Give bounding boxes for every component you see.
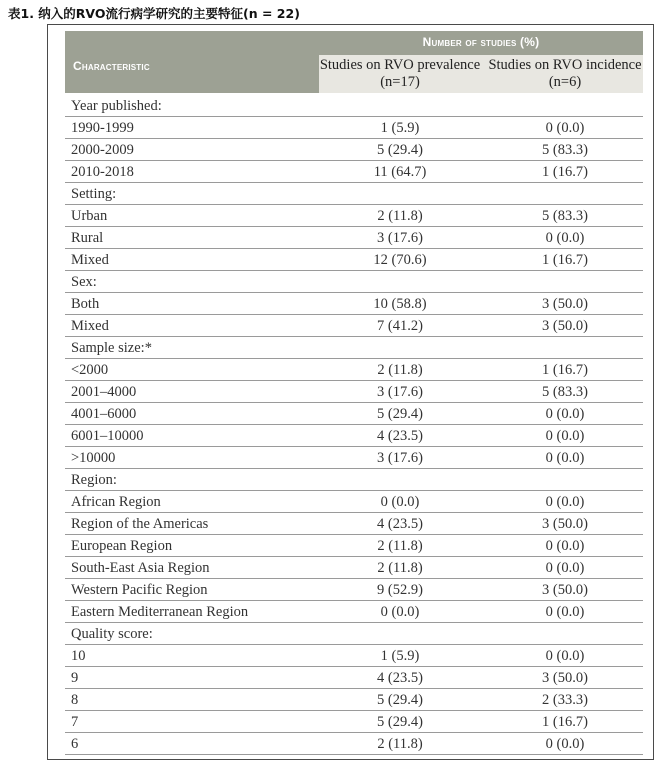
- prevalence-value: 3 (17.6): [377, 230, 423, 246]
- table-row: [65, 623, 643, 645]
- prevalence-value: 10 (58.8): [373, 296, 427, 312]
- row-label: Sex:: [71, 274, 97, 290]
- prevalence-value: 2 (11.8): [377, 362, 423, 378]
- table-body: [65, 95, 643, 755]
- row-label: 9: [71, 670, 79, 686]
- prevalence-value: 2 (11.8): [377, 208, 423, 224]
- table-row: [65, 117, 643, 139]
- row-label: European Region: [71, 538, 173, 554]
- table-row: [65, 447, 643, 469]
- incidence-value: 3 (50.0): [542, 296, 588, 312]
- prevalence-value: 3 (17.6): [377, 384, 423, 400]
- incidence-value: 3 (50.0): [542, 516, 588, 532]
- row-label: Sample size:*: [71, 340, 152, 356]
- row-label: Year published:: [71, 98, 162, 114]
- incidence-value: 1 (16.7): [542, 252, 588, 268]
- table-row: [65, 689, 643, 711]
- row-label: Mixed: [71, 318, 109, 334]
- row-label: 2010-2018: [71, 164, 134, 180]
- header-prevalence: Studies on RVO prevalence (n=17): [319, 57, 481, 90]
- incidence-value: 5 (83.3): [542, 208, 588, 224]
- row-label: >10000: [71, 450, 116, 466]
- table-row: [65, 205, 643, 227]
- incidence-value: 3 (50.0): [542, 318, 588, 334]
- table-row: [65, 579, 643, 601]
- row-label: Setting:: [71, 186, 117, 202]
- prevalence-value: 2 (11.8): [377, 736, 423, 752]
- prevalence-value: 2 (11.8): [377, 538, 423, 554]
- row-label: 2000-2009: [71, 142, 134, 158]
- prevalence-value: 2 (11.8): [377, 560, 423, 576]
- prevalence-value: 4 (23.5): [377, 670, 423, 686]
- prevalence-value: 7 (41.2): [377, 318, 423, 334]
- table-row: [65, 381, 643, 403]
- header-characteristic: Characteristic: [73, 59, 150, 73]
- incidence-value: 0 (0.0): [545, 736, 585, 752]
- incidence-value: 0 (0.0): [545, 494, 585, 510]
- table-row: [65, 425, 643, 447]
- prevalence-value: 5 (29.4): [377, 142, 423, 158]
- header-incidence: Studies on RVO incidence (n=6): [488, 57, 642, 90]
- prevalence-value: 1 (5.9): [380, 648, 420, 664]
- incidence-value: 0 (0.0): [545, 648, 585, 664]
- incidence-value: 3 (50.0): [542, 582, 588, 598]
- table-row: [65, 271, 643, 293]
- incidence-value: 0 (0.0): [545, 120, 585, 136]
- prevalence-value: 0 (0.0): [380, 604, 420, 620]
- table-row: [65, 535, 643, 557]
- incidence-value: 0 (0.0): [545, 450, 585, 466]
- prevalence-value: 5 (29.4): [377, 692, 423, 708]
- table-row: [65, 249, 643, 271]
- row-label: Mixed: [71, 252, 109, 268]
- row-label: African Region: [71, 494, 161, 510]
- table-row: [65, 337, 643, 359]
- prevalence-value: 1 (5.9): [380, 120, 420, 136]
- prevalence-value: 4 (23.5): [377, 516, 423, 532]
- incidence-value: 0 (0.0): [545, 604, 585, 620]
- table-caption: 表1. 纳入的RVO流行病学研究的主要特征(n = 22): [8, 6, 300, 21]
- incidence-value: 0 (0.0): [545, 560, 585, 576]
- row-label: 10: [71, 648, 86, 664]
- incidence-value: 1 (16.7): [542, 714, 588, 730]
- incidence-value: 5 (83.3): [542, 142, 588, 158]
- row-label: South-East Asia Region: [71, 560, 210, 576]
- table-row: [65, 315, 643, 337]
- table-row: [65, 469, 643, 491]
- table-row: [65, 711, 643, 733]
- row-label: Both: [71, 296, 100, 312]
- incidence-value: 2 (33.3): [542, 692, 588, 708]
- table-row: [65, 359, 643, 381]
- row-label: Region:: [71, 472, 117, 488]
- incidence-value: 0 (0.0): [545, 406, 585, 422]
- row-label: 7: [71, 714, 79, 730]
- prevalence-value: 9 (52.9): [377, 582, 423, 598]
- table-header: [65, 31, 643, 93]
- table-row: [65, 293, 643, 315]
- incidence-value: 1 (16.7): [542, 362, 588, 378]
- table-row: [65, 95, 643, 117]
- incidence-value: 0 (0.0): [545, 538, 585, 554]
- row-label: Western Pacific Region: [71, 582, 208, 598]
- prevalence-value: 11 (64.7): [373, 164, 427, 180]
- row-label: 2001–4000: [71, 384, 137, 400]
- header-number-of-studies: Number of studies (%): [422, 35, 540, 49]
- table-row: [65, 667, 643, 689]
- prevalence-value: 0 (0.0): [380, 494, 420, 510]
- table-row: [65, 645, 643, 667]
- prevalence-value: 5 (29.4): [377, 406, 423, 422]
- table-row: [65, 183, 643, 205]
- row-label: 1990-1999: [71, 120, 134, 136]
- incidence-value: 1 (16.7): [542, 164, 588, 180]
- table-row: [65, 161, 643, 183]
- incidence-value: 3 (50.0): [542, 670, 588, 686]
- row-label: <2000: [71, 362, 109, 378]
- table-row: [65, 513, 643, 535]
- table-row: [65, 227, 643, 249]
- table-row: [65, 491, 643, 513]
- row-label: Rural: [71, 230, 104, 246]
- prevalence-value: 3 (17.6): [377, 450, 423, 466]
- row-label: 6: [71, 736, 79, 752]
- prevalence-value: 12 (70.6): [373, 252, 427, 268]
- table-row: [65, 557, 643, 579]
- table-row: [65, 403, 643, 425]
- prevalence-value: 5 (29.4): [377, 714, 423, 730]
- row-label: 4001–6000: [71, 406, 137, 422]
- row-label: 8: [71, 692, 79, 708]
- incidence-value: 0 (0.0): [545, 428, 585, 444]
- row-label: Region of the Americas: [71, 516, 209, 532]
- table-row: [65, 601, 643, 623]
- row-label: 6001–10000: [71, 428, 144, 444]
- prevalence-value: 4 (23.5): [377, 428, 423, 444]
- table-row: [65, 733, 643, 755]
- table-frame: [47, 24, 654, 760]
- header-subcolumns: [319, 55, 643, 93]
- row-label: Urban: [71, 208, 108, 224]
- incidence-value: 5 (83.3): [542, 384, 588, 400]
- table-row: [65, 139, 643, 161]
- row-label: Eastern Mediterranean Region: [71, 604, 249, 620]
- row-label: Quality score:: [71, 626, 153, 642]
- incidence-value: 0 (0.0): [545, 230, 585, 246]
